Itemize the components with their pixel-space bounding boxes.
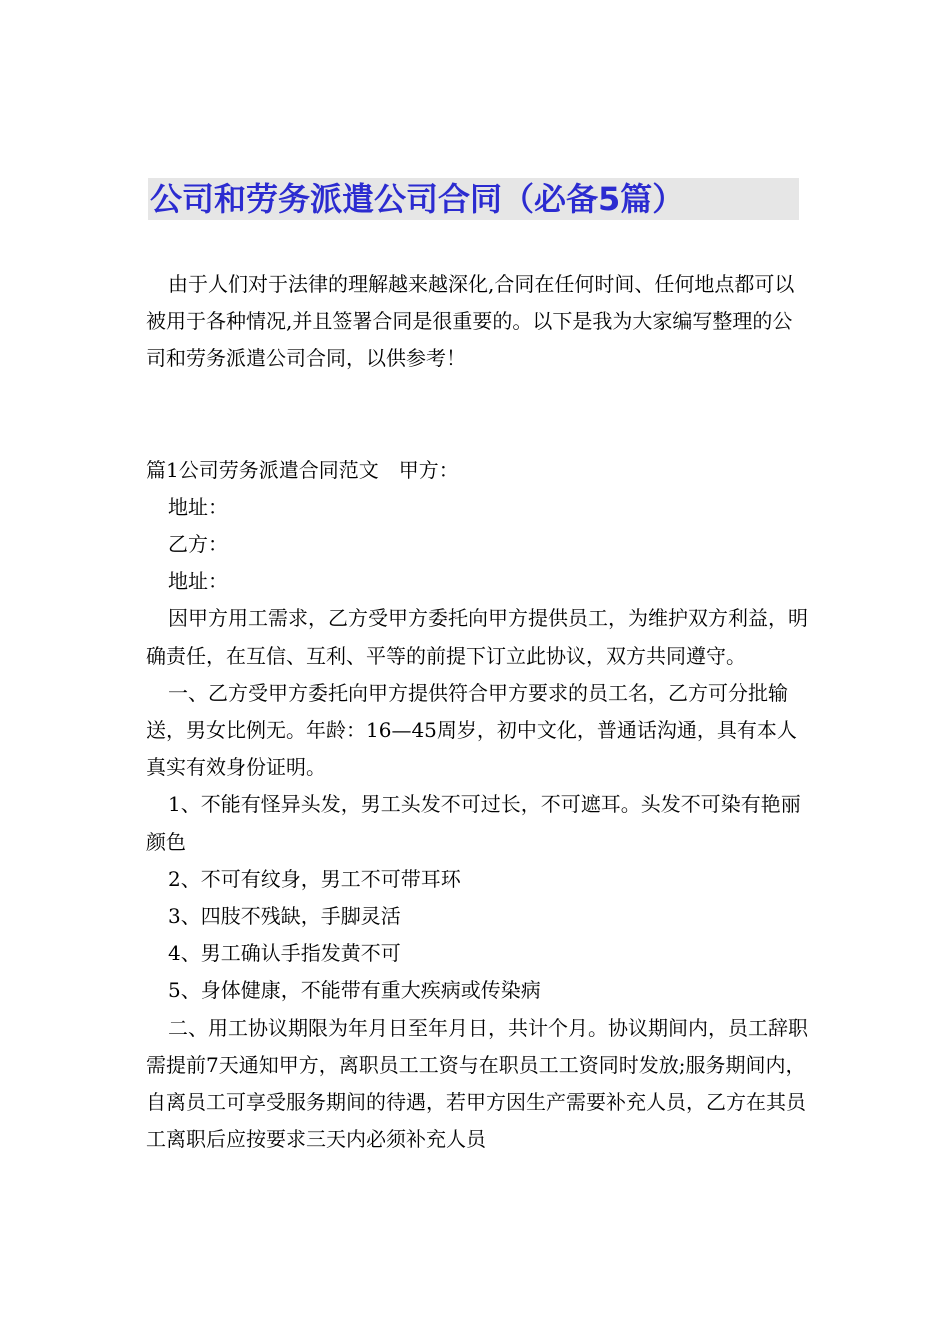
- requirement-4: 4、男工确认手指发黄不可: [168, 941, 401, 966]
- requirement-5: 5、身体健康，不能带有重大疾病或传染病: [168, 978, 541, 1003]
- address-line-a: 地址：: [168, 494, 228, 519]
- requirement-3: 3、四肢不残缺，手脚灵活: [168, 904, 401, 929]
- section-heading: 篇1公司劳务派遣合同范文 甲方：: [146, 457, 459, 482]
- requirement-2: 2、不可有纹身，男工不可带耳环: [168, 866, 461, 891]
- spacer: [146, 378, 810, 452]
- requirement-1: 1、不能有怪异头发，男工头发不可过长，不可遮耳。头发不可染有艳丽颜色: [146, 792, 801, 854]
- document-body: [146, 266, 810, 1158]
- intro-paragraph: 由于人们对于法律的理解越来越深化,合同在任何时间、任何地点都可以被用于各种情况,并且签署合同是很重要的。以下是我为大家编写整理的公司和劳务派遣公司合同，以供参考！: [146, 272, 795, 371]
- party-b-line: 乙方：: [168, 532, 228, 557]
- clause-one: 一、乙方受甲方委托向甲方提供符合甲方要求的员工名，乙方可分批输送，男女比例无。年龄：16—45周岁，初中文化，普通话沟通，具有本人真实有效身份证明。: [146, 680, 797, 780]
- clause-two: 二、用工协议期限为年月日至年月日，共计个月。协议期间内，员工辞职需提前7天通知甲方，离职员工工资与在职员工工资同时发放;服务期间内，自离员工可享受服务期间的待遇，若甲方因生产需要补充人员，乙方在其员工离职后应按要求三天内必须补充人员: [146, 1015, 808, 1152]
- address-line-b: 地址：: [168, 569, 228, 594]
- document-title: 公司和劳务派遣公司合同（必备5篇）: [150, 180, 685, 218]
- purpose-paragraph: 因甲方用工需求，乙方受甲方委托向甲方提供员工，为维护双方利益，明确责任，在互信、互利、平等的前提下订立此协议，双方共同遵守。: [146, 606, 808, 668]
